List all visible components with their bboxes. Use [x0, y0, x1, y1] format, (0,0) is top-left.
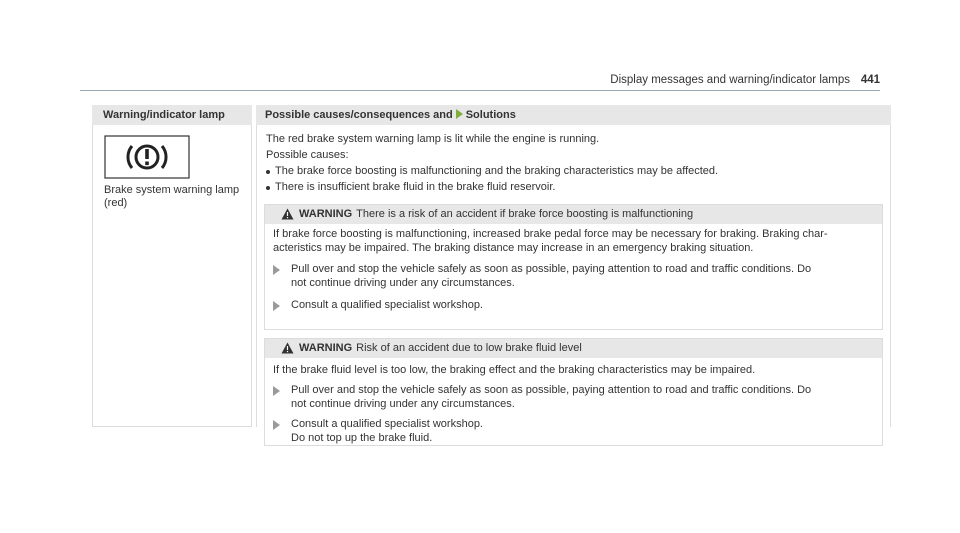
lamp-label [104, 184, 239, 210]
step-line: Pull over and stop the vehicle safely as soon as possible, paying attention to road and traffic conditions. Do [291, 263, 812, 275]
instruction-step [291, 384, 874, 411]
column-header-causes-text: Possible causes/consequences and [265, 109, 453, 121]
page-number: 441 [860, 74, 880, 86]
lamp-column [92, 125, 252, 427]
warning-label: WARNING [299, 208, 353, 220]
column-header-lamp: Warning/indicator lamp [92, 105, 252, 125]
warning-title: There is a risk of an accident if brake force boosting is malfunctioning [356, 208, 694, 220]
possible-causes-label: Possible causes: [266, 149, 349, 161]
warning-triangle-icon [281, 208, 294, 220]
step-line: not continue driving under any circumstances. [291, 397, 515, 410]
warning-text [273, 228, 874, 255]
warning-box-fluid [264, 338, 883, 446]
step-line: Pull over and stop the vehicle safely as soon as possible, paying attention to road and traffic conditions. Do [291, 384, 812, 396]
warning-text [273, 364, 874, 378]
warning-header [265, 205, 882, 224]
cause-item: The brake force boosting is malfunctioning and the braking characteristics may be affected. [275, 165, 719, 177]
warning-header [265, 339, 882, 358]
page-header [80, 74, 880, 91]
warning-label: WARNING [299, 342, 353, 354]
brake-warning-lamp-icon [104, 135, 190, 179]
step-line: Consult a qualified specialist workshop. [291, 418, 483, 430]
step-arrow-icon [273, 420, 280, 430]
section-title: Display messages and warning/indicator lamps [610, 74, 850, 86]
cause-item: There is insufficient brake fluid in the brake fluid reservoir. [275, 181, 556, 193]
warning-text-line: acteristics may be impaired. The braking distance may increase in an emergency braking situation. [273, 241, 754, 254]
column-header-causes [256, 105, 891, 125]
warning-text-line: If brake force boosting is malfunctioning, increased brake pedal force may be necessary for braking. Braking char- [273, 228, 828, 240]
step-line: Consult a qualified specialist workshop. [291, 299, 483, 311]
warning-title: Risk of an accident due to low brake fluid level [356, 342, 582, 354]
instruction-step [291, 263, 874, 290]
warning-box-boosting [264, 204, 883, 330]
causes-column [256, 125, 891, 444]
column-header-solutions-text: Solutions [465, 109, 516, 121]
intro-text: The red brake system warning lamp is lit while the engine is running. [266, 133, 600, 145]
lamp-label-line2: (red) [104, 197, 128, 209]
arrow-right-icon [456, 109, 463, 119]
step-line: not continue driving under any circumstances. [291, 276, 515, 289]
lamp-label-line1: Brake system warning lamp [104, 184, 240, 196]
warning-triangle-icon [281, 342, 294, 354]
step-line: Do not top up the brake fluid. [291, 431, 433, 444]
step-arrow-icon [273, 386, 280, 396]
warning-lamp-table [92, 105, 891, 444]
instruction-step [291, 299, 874, 313]
instruction-step [291, 418, 874, 445]
step-arrow-icon [273, 301, 280, 311]
warning-text-line: If the brake fluid level is too low, the braking effect and the braking characteristics may be impaired. [273, 364, 756, 376]
step-arrow-icon [273, 265, 280, 275]
